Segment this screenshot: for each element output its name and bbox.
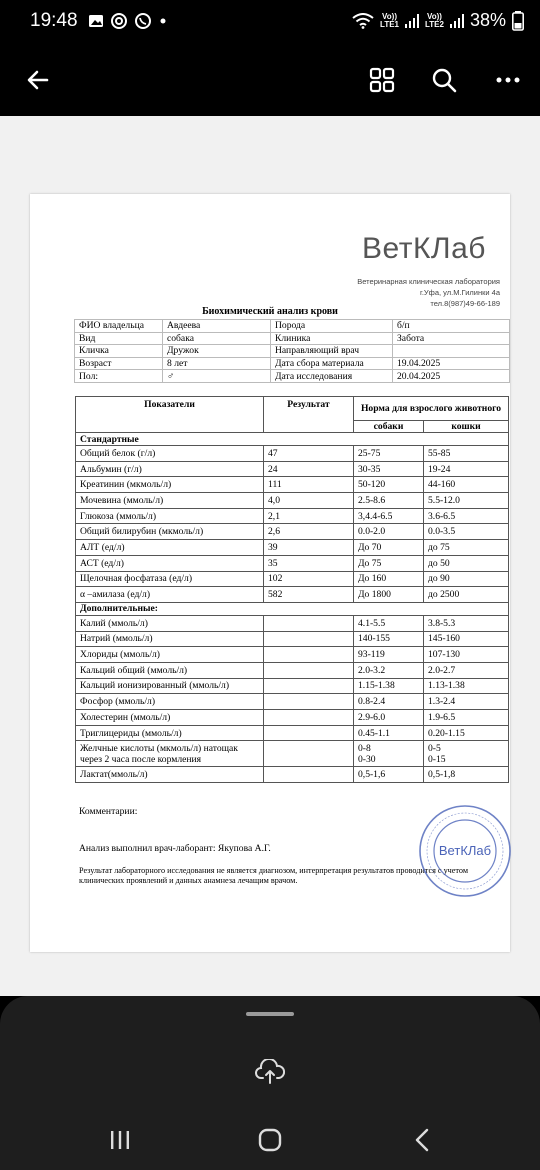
table-row xyxy=(76,647,509,663)
section-row xyxy=(76,602,509,615)
row-result xyxy=(264,631,354,647)
lab-stamp xyxy=(418,804,512,898)
row-result: 24 xyxy=(264,461,354,477)
row-result xyxy=(264,647,354,663)
share-button[interactable] xyxy=(250,1052,290,1092)
signal2-icon xyxy=(450,14,464,28)
table-row xyxy=(76,694,509,710)
search-icon xyxy=(431,67,457,93)
row-cats: до 2500 xyxy=(424,587,509,603)
info-label: Дата исследования xyxy=(271,370,393,383)
row-dogs: До 1800 xyxy=(354,587,424,603)
document-title: Биохимический анализ крови xyxy=(202,306,338,317)
wifi-icon xyxy=(352,13,374,29)
row-dogs: До 70 xyxy=(354,540,424,556)
row-dogs: 25-75 xyxy=(354,446,424,462)
row-name: Креатинин (мкмоль/л) xyxy=(76,477,264,493)
info-row xyxy=(75,345,510,358)
info-label: Направляющий врач xyxy=(271,345,393,358)
lab-details xyxy=(357,276,500,309)
row-result: 35 xyxy=(264,555,354,571)
app-bar xyxy=(0,44,540,116)
header-indicator: Показатели xyxy=(76,397,264,433)
header-cats: кошки xyxy=(424,421,509,433)
table-row xyxy=(76,477,509,493)
row-name: АЛТ (ед/л) xyxy=(76,540,264,556)
table-row xyxy=(76,741,509,767)
info-label: ФИО владельца xyxy=(75,320,163,333)
row-result: 111 xyxy=(264,477,354,493)
dot-icon xyxy=(158,16,168,26)
row-cats: до 75 xyxy=(424,540,509,556)
results-table xyxy=(75,396,509,783)
row-dogs: 0,5-1,6 xyxy=(354,767,424,783)
lab-logo: ВетКЛаб xyxy=(362,232,486,265)
row-cats: 55-85 xyxy=(424,446,509,462)
status-time: 19:48 xyxy=(30,10,78,31)
info-value xyxy=(393,345,510,358)
battery-percent: 38% xyxy=(469,10,506,30)
row-result: 2,6 xyxy=(264,524,354,540)
row-result xyxy=(264,662,354,678)
patient-info-table xyxy=(74,319,510,383)
bile-cats-line2: 0-15 xyxy=(428,753,446,765)
info-value: б/п xyxy=(393,320,510,333)
table-row xyxy=(76,678,509,694)
info-row xyxy=(75,357,510,370)
info-value: Забота xyxy=(393,332,510,345)
battery-icon xyxy=(512,11,524,31)
more-icon xyxy=(495,76,521,84)
row-result: 4,0 xyxy=(264,493,354,509)
home-button[interactable] xyxy=(248,1118,292,1162)
row-cats: 1.3-2.4 xyxy=(424,694,509,710)
performed-by: Анализ выполнил врач-лаборант: Якупова А.Г. xyxy=(79,843,271,854)
info-value: 19.04.2025 xyxy=(393,357,510,370)
row-dogs: 93-119 xyxy=(354,647,424,663)
row-cats: 1.13-1.38 xyxy=(424,678,509,694)
header-norm: Норма для взрослого животного xyxy=(354,397,509,421)
info-row xyxy=(75,370,510,383)
share-icon xyxy=(255,1059,285,1085)
bile-name-line1: Желчные кислоты (мкмоль/л) натощак xyxy=(80,742,238,754)
volte1-label: Vo)) xyxy=(382,11,397,21)
table-row xyxy=(76,631,509,647)
row-name: Холестерин (ммоль/л) xyxy=(76,710,264,726)
lab-phone-line: тел.8(987)49-66-189 xyxy=(430,299,500,308)
section-extra: Дополнительные: xyxy=(76,602,509,615)
comments-label: Комментарии: xyxy=(79,806,138,817)
row-name: АСТ (ед/л) xyxy=(76,555,264,571)
grid-icon xyxy=(369,67,395,93)
recent-apps-icon xyxy=(109,1130,131,1150)
row-dogs: До 75 xyxy=(354,555,424,571)
home-icon xyxy=(258,1128,282,1152)
row-name: Альбумин (г/л) xyxy=(76,461,264,477)
row-cats: 145-160 xyxy=(424,631,509,647)
row-dogs: 3,4.4-6.5 xyxy=(354,508,424,524)
row-name: Кальций ионизированный (ммоль/л) xyxy=(76,678,264,694)
bile-dogs-line1: 0-8 xyxy=(358,742,371,754)
stamp-text: ВетКЛаб xyxy=(438,843,492,858)
row-result: 39 xyxy=(264,540,354,556)
row-cats: 3.8-5.3 xyxy=(424,615,509,631)
nav-back-button[interactable] xyxy=(400,1118,444,1162)
row-dogs: 0.0-2.0 xyxy=(354,524,424,540)
row-name: α –амилаза (ед/л) xyxy=(76,587,264,603)
row-name xyxy=(76,741,264,767)
table-row xyxy=(76,710,509,726)
row-cats: 107-130 xyxy=(424,647,509,663)
table-row xyxy=(76,524,509,540)
row-result xyxy=(264,767,354,783)
gallery-icon xyxy=(88,13,104,29)
row-cats: 3.6-6.5 xyxy=(424,508,509,524)
sim1-indicator xyxy=(380,13,399,29)
info-label: Порода xyxy=(271,320,393,333)
info-label: Вид xyxy=(75,332,163,345)
bile-cats-line1: 0-5 xyxy=(428,742,441,754)
search-button[interactable] xyxy=(422,58,466,102)
results-header-row xyxy=(76,397,509,421)
lab-name-line: Ветеринарная клиническая лаборатория xyxy=(357,277,500,286)
info-value: 8 лет xyxy=(163,357,271,370)
info-value: 20.04.2025 xyxy=(393,370,510,383)
notification-icons xyxy=(88,12,168,30)
standard-rows xyxy=(76,446,509,603)
recent-apps-button[interactable] xyxy=(98,1118,142,1162)
bile-dogs-line2: 0-30 xyxy=(358,753,376,765)
info-label: Возраст xyxy=(75,357,163,370)
row-cats: до 90 xyxy=(424,571,509,587)
row-cats: 19-24 xyxy=(424,461,509,477)
row-name: Глюкоза (ммоль/л) xyxy=(76,508,264,524)
row-dogs: До 160 xyxy=(354,571,424,587)
table-row xyxy=(76,662,509,678)
signal1-icon xyxy=(405,14,419,28)
lab-address-line: г.Уфа, ул.М.Гилинки 4а xyxy=(420,288,500,297)
row-name: Мочевина (ммоль/л) xyxy=(76,493,264,509)
at-icon xyxy=(110,12,128,30)
table-row xyxy=(76,493,509,509)
row-result xyxy=(264,678,354,694)
row-dogs xyxy=(354,741,424,767)
info-row xyxy=(75,332,510,345)
row-cats: до 50 xyxy=(424,555,509,571)
row-name: Натрий (ммоль/л) xyxy=(76,631,264,647)
back-arrow-icon xyxy=(25,67,51,93)
table-row xyxy=(76,587,509,603)
row-result xyxy=(264,615,354,631)
row-name: Калий (ммоль/л) xyxy=(76,615,264,631)
table-row xyxy=(76,446,509,462)
row-result xyxy=(264,741,354,767)
row-cats: 1.9-6.5 xyxy=(424,710,509,726)
row-dogs: 1.15-1.38 xyxy=(354,678,424,694)
table-row xyxy=(76,555,509,571)
row-result xyxy=(264,694,354,710)
section-row xyxy=(76,433,509,446)
row-dogs: 4.1-5.5 xyxy=(354,615,424,631)
info-label: Дата сбора материала xyxy=(271,357,393,370)
row-name: Лактат(ммоль/л) xyxy=(76,767,264,783)
row-dogs: 2.9-6.0 xyxy=(354,710,424,726)
table-row xyxy=(76,571,509,587)
status-right xyxy=(352,10,524,31)
row-result: 2,1 xyxy=(264,508,354,524)
drag-handle[interactable] xyxy=(246,1012,294,1016)
table-row xyxy=(76,767,509,783)
row-cats: 0,5-1,8 xyxy=(424,767,509,783)
table-row xyxy=(76,461,509,477)
row-dogs: 2.5-8.6 xyxy=(354,493,424,509)
row-dogs: 2.0-3.2 xyxy=(354,662,424,678)
row-name: Кальций общий (ммоль/л) xyxy=(76,662,264,678)
row-name: Хлориды (ммоль/л) xyxy=(76,647,264,663)
section-standard: Стандартные xyxy=(76,433,509,446)
info-label: Пол: xyxy=(75,370,163,383)
back-button[interactable] xyxy=(16,58,60,102)
table-row xyxy=(76,615,509,631)
table-row xyxy=(76,508,509,524)
row-cats: 5.5-12.0 xyxy=(424,493,509,509)
grid-view-button[interactable] xyxy=(360,58,404,102)
whatsapp-icon xyxy=(134,12,152,30)
info-value: ♂ xyxy=(163,370,271,383)
back-icon xyxy=(414,1128,430,1152)
row-dogs: 140-155 xyxy=(354,631,424,647)
table-row xyxy=(76,725,509,741)
row-name: Фосфор (ммоль/л) xyxy=(76,694,264,710)
header-result: Результат xyxy=(264,397,354,433)
row-result: 47 xyxy=(264,446,354,462)
row-cats: 0.20-1.15 xyxy=(424,725,509,741)
header-dogs: собаки xyxy=(354,421,424,433)
row-name: Общий белок (г/л) xyxy=(76,446,264,462)
row-name: Общий билирубин (мкмоль/л) xyxy=(76,524,264,540)
row-result: 582 xyxy=(264,587,354,603)
status-bar xyxy=(0,0,540,44)
info-row xyxy=(75,320,510,333)
info-label: Клиника xyxy=(271,332,393,345)
extra-rows xyxy=(76,615,509,741)
row-dogs: 30-35 xyxy=(354,461,424,477)
more-button[interactable] xyxy=(486,58,530,102)
row-name: Щелочная фосфатаза (ед/л) xyxy=(76,571,264,587)
row-result xyxy=(264,710,354,726)
row-dogs: 50-120 xyxy=(354,477,424,493)
row-cats: 0.0-3.5 xyxy=(424,524,509,540)
row-dogs: 0.8-2.4 xyxy=(354,694,424,710)
info-value: Авдеева xyxy=(163,320,271,333)
info-value: Дружок xyxy=(163,345,271,358)
lte1-label: LTE1 xyxy=(380,19,399,29)
row-cats: 44-160 xyxy=(424,477,509,493)
volte2-label: Vo)) xyxy=(427,11,442,21)
row-result xyxy=(264,725,354,741)
row-name: Триглицериды (ммоль/л) xyxy=(76,725,264,741)
row-cats: 2.0-2.7 xyxy=(424,662,509,678)
row-cats xyxy=(424,741,509,767)
bile-name-line2: через 2 часа после кормления xyxy=(80,753,202,765)
table-row xyxy=(76,540,509,556)
row-dogs: 0.45-1.1 xyxy=(354,725,424,741)
disclaimer: Результат лабораторного исследования не является диагнозом, интерпретация результатов проводится с учетом клинических проявлений и данных анамнеза лечащим врачом. xyxy=(79,866,469,885)
lte2-label: LTE2 xyxy=(425,19,444,29)
info-value: собака xyxy=(163,332,271,345)
row-result: 102 xyxy=(264,571,354,587)
info-label: Кличка xyxy=(75,345,163,358)
sim2-indicator xyxy=(425,13,444,29)
